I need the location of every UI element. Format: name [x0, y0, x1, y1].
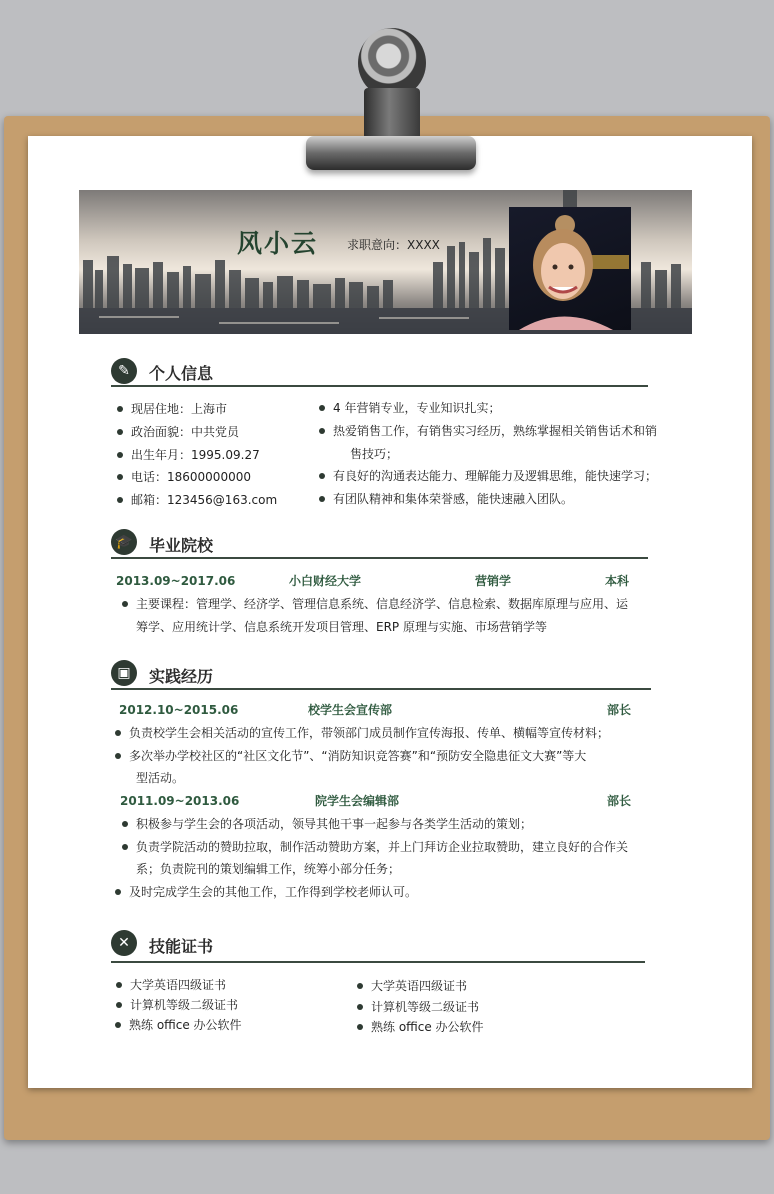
edu-period: 2013.09~2017.06 [116, 574, 236, 588]
strength-item: 4 年营销专业，专业知识扎实； [333, 401, 501, 415]
skill-item: 大学英语四级证书 [371, 979, 468, 993]
graduation-cap-icon: 🎓 [111, 529, 137, 555]
info-address: 现居住地：上海市 [131, 402, 228, 416]
job2-org: 院学生会编辑部 [315, 794, 400, 808]
skill-item: 计算机等级二级证书 [371, 1000, 480, 1014]
job1-duty-cont: 型活动。 [136, 771, 185, 785]
briefcase-icon: ▣ [111, 660, 137, 686]
info-birth-date: 出生年月：1995.09.27 [131, 448, 260, 462]
edu-courses: 主要课程：管理学、经济学、管理信息系统、信息经济学、信息检索、数据库原理与应用、运 [136, 597, 629, 611]
strength-item: 有团队精神和集体荣誉感，能快速融入团队。 [333, 492, 574, 506]
skill-item: 熟练 office 办公软件 [371, 1020, 484, 1034]
section-divider [111, 557, 648, 559]
edu-courses-cont: 筹学、应用统计学、信息系统开发项目管理、ERP 原理与实施、市场营销学等 [136, 620, 547, 634]
skill-item: 计算机等级二级证书 [130, 998, 239, 1012]
tools-icon: ✕ [111, 930, 137, 956]
job1-duty: 多次举办学校社区的“社区文化节”、“消防知识竞答赛”和“预防安全隐患征文大赛”等大 [129, 749, 587, 763]
candidate-name: 风小云 [237, 229, 319, 258]
job2-period: 2011.09~2013.06 [120, 794, 240, 808]
profile-photo [509, 207, 631, 330]
section-divider [111, 688, 651, 690]
job1-duty: 负责校学生会相关活动的宣传工作，带领部门成员制作宣传海报、传单、横幅等宣传材料； [129, 726, 610, 740]
strength-item: 有良好的沟通表达能力、理解能力及逻辑思维，能快速学习； [333, 469, 658, 483]
section-title-skills: 技能证书 [149, 937, 214, 956]
clip-base [306, 136, 476, 170]
job2-duty-cont: 系；负责院刊的策划编辑工作，统筹小部分任务； [136, 862, 401, 876]
job1-org: 校学生会宣传部 [308, 703, 393, 717]
strength-item: 热爱销售工作，有销售实习经历，熟练掌握相关销售话术和销 [333, 424, 658, 438]
section-divider [111, 961, 645, 963]
info-political-status: 政治面貌：中共党员 [131, 425, 240, 439]
job-intent: 求职意向：XXXX [347, 238, 440, 252]
strength-item-cont: 售技巧； [350, 447, 399, 461]
job1-period: 2012.10~2015.06 [119, 703, 239, 717]
section-title-personal: 个人信息 [149, 364, 214, 383]
section-title-education: 毕业院校 [149, 536, 214, 555]
edit-icon: ✎ [111, 358, 137, 384]
job2-duty: 及时完成学生会的其他工作，工作得到学校老师认可。 [129, 885, 418, 899]
job2-duty: 积极参与学生会的各项活动，领导其他干事一起参与各类学生活动的策划； [136, 817, 533, 831]
info-phone: 电话：18600000000 [131, 470, 251, 484]
skill-item: 大学英语四级证书 [130, 978, 227, 992]
job2-duty: 负责学院活动的赞助拉取，制作活动赞助方案，并上门拜访企业拉取赞助，建立良好的合作关 [136, 840, 629, 854]
skill-item: 熟练 office 办公软件 [129, 1018, 242, 1032]
edu-school: 小白财经大学 [289, 574, 362, 588]
job1-role: 部长 [607, 703, 632, 717]
info-email: 邮箱：123456@163.com [131, 493, 278, 507]
section-divider [111, 385, 648, 387]
section-title-practice: 实践经历 [149, 667, 214, 686]
edu-major: 营销学 [475, 574, 512, 588]
job2-role: 部长 [607, 794, 632, 808]
edu-degree: 本科 [605, 574, 630, 588]
